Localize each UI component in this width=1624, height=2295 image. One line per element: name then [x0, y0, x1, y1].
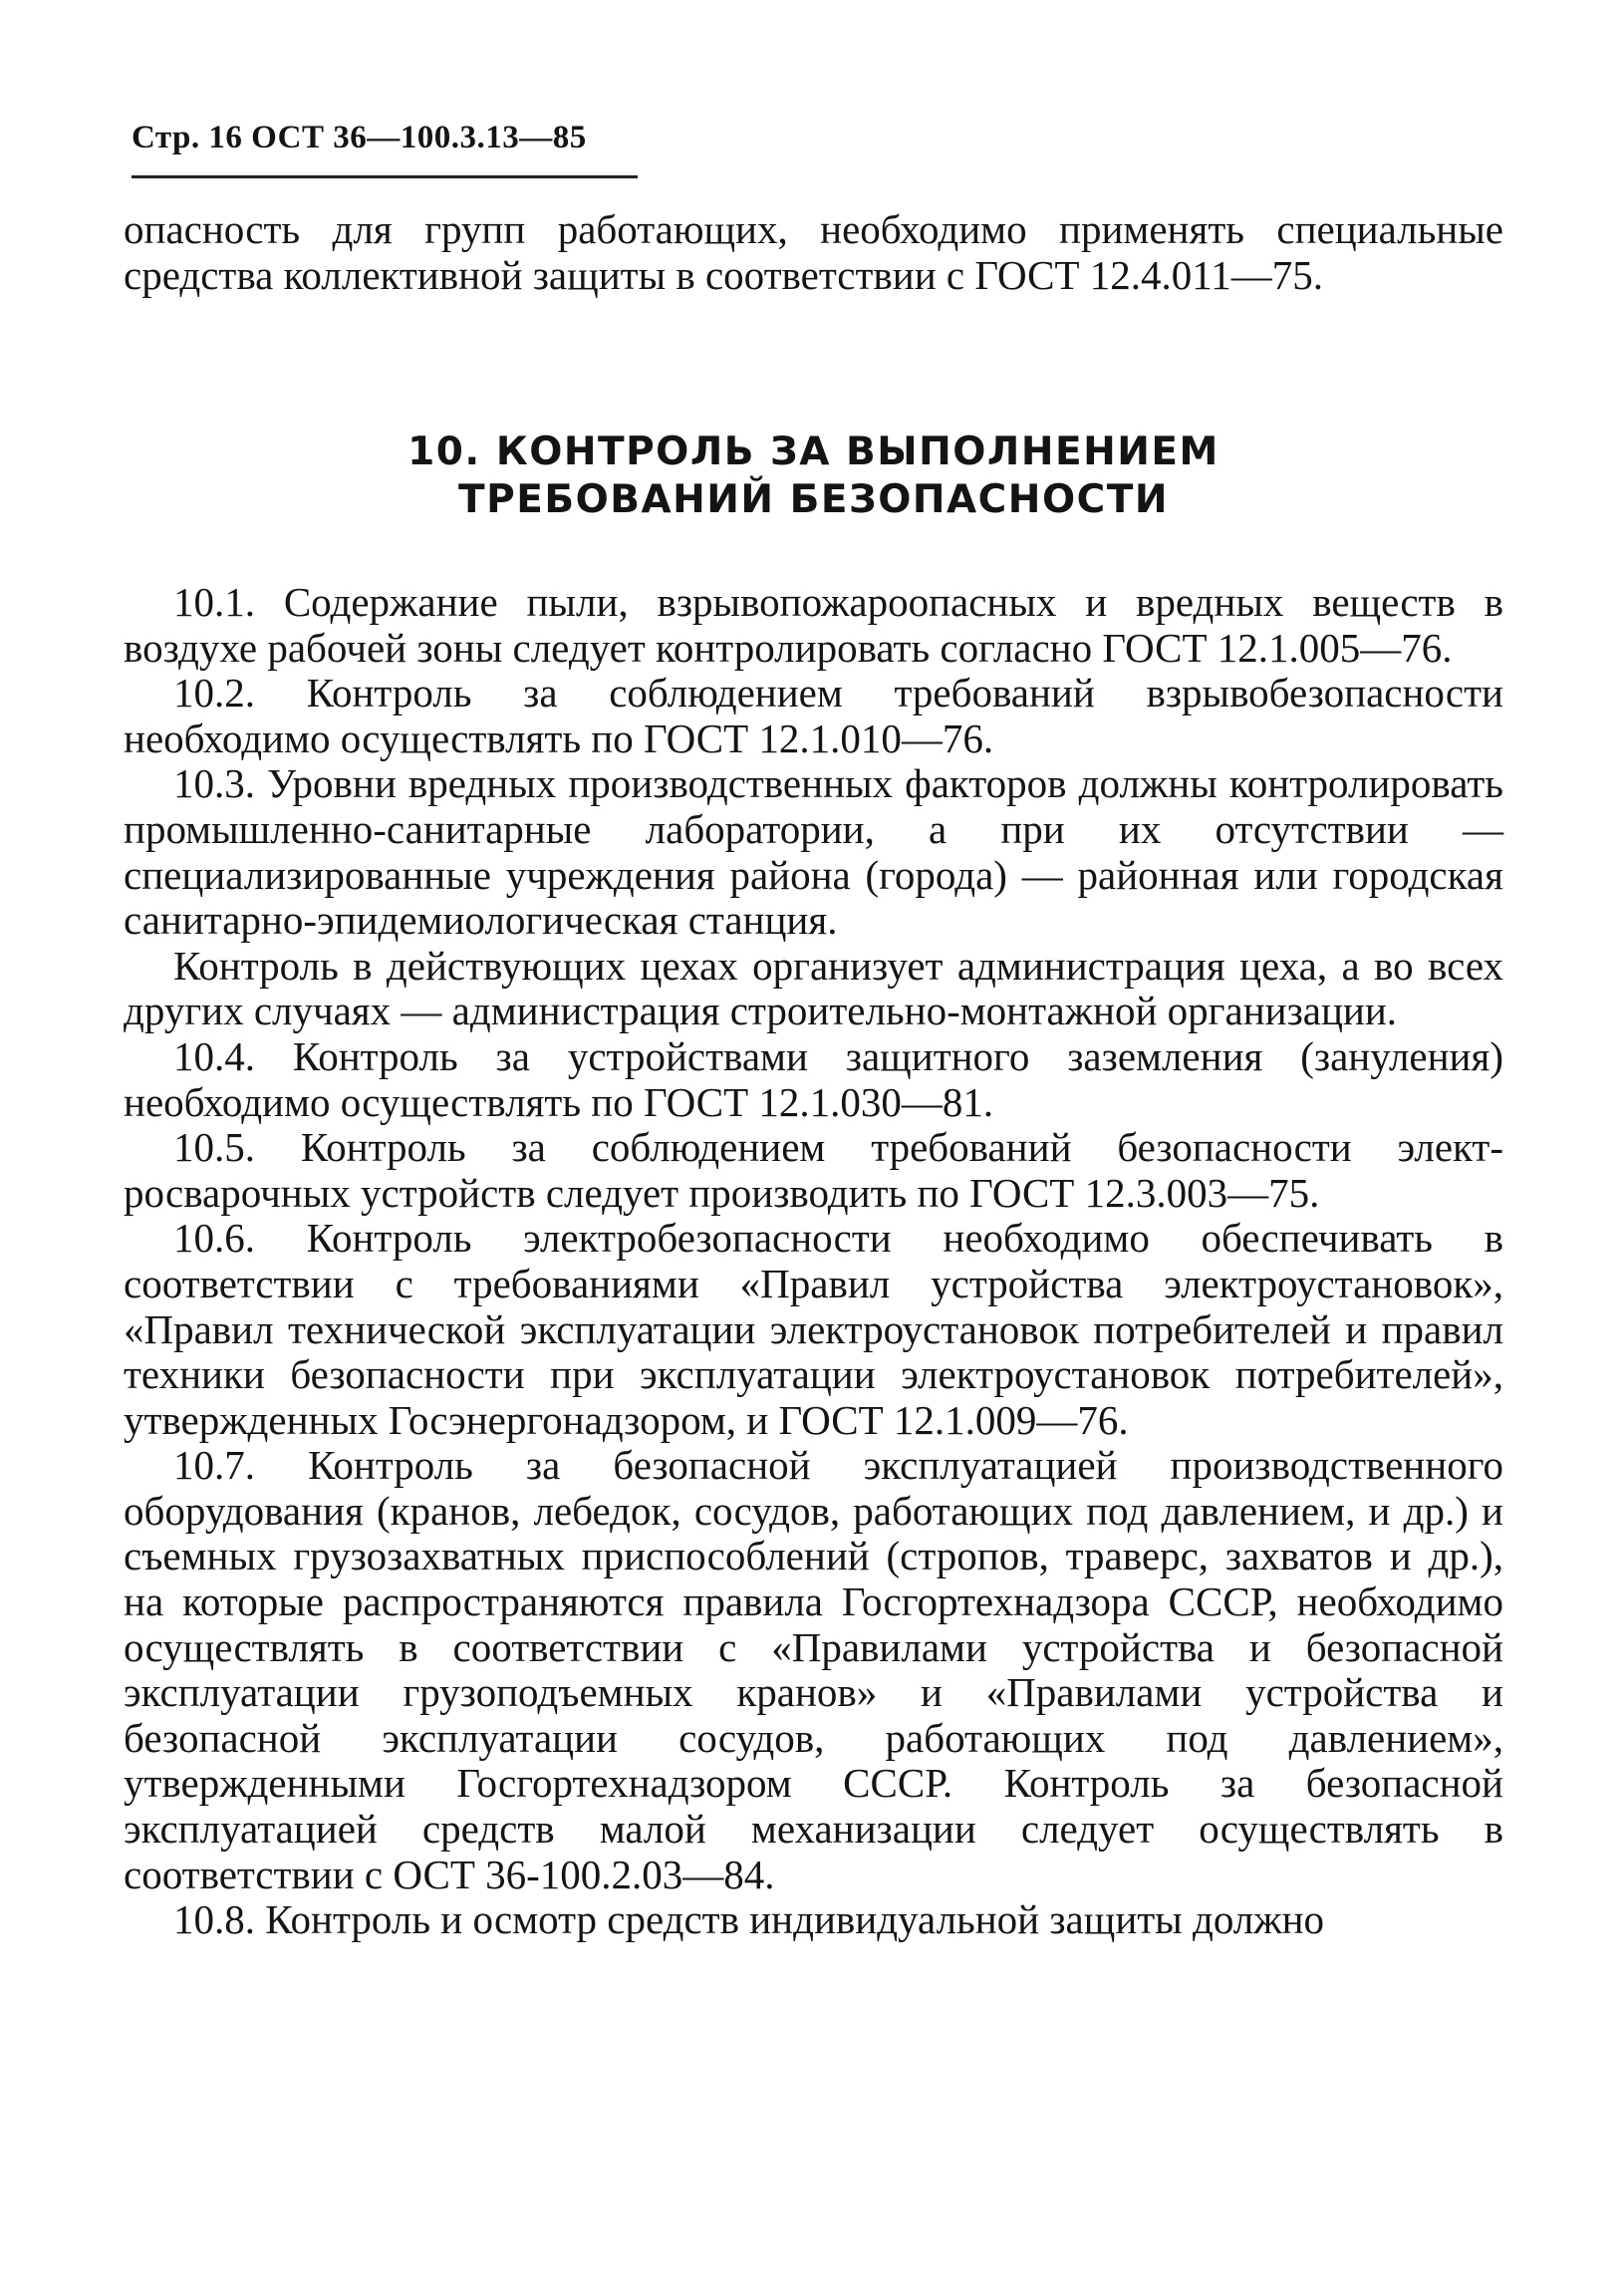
clauses-block: [124, 580, 1503, 1943]
clause-10-5: 10.5. Контроль за соблюдением требований безопасности электросварочных устройств следует производить по ГОСТ 12.3.003—75.: [124, 1124, 1503, 1216]
section-heading: [124, 429, 1503, 524]
clause-10-6: 10.6. Контроль электробезопасности необходимо обеспечивать в соответствии с требованиями «Правил устройства электроустановок», «Правил технической эксплуатации электроустановок потребителей и правил техники безопасности при эксплуатации электроустановок потребителей», утвержденных Госэнергонадзором, и ГОСТ 12.1.009—76.: [124, 1215, 1503, 1443]
clause-10-4: 10.4. Контроль за устройствами защитного заземления (зануления) необходимо осуществлять по ГОСТ 12.1.030—81.: [124, 1032, 1503, 1125]
section-title-line-2: ТРЕБОВАНИЙ БЕЗОПАСНОСТИ: [458, 477, 1169, 522]
clause-10-3-continued: Контроль в действующих цехах организует администрация цеха, а во всех других случаях — администрация строительно-монтажной организации.: [124, 942, 1503, 1034]
clause-10-1: 10.1. Содержание пыли, взрывопожароопасных и вредных веществ в воздухе рабочей зоны следует контролировать согласно ГОСТ 12.1.005—76.: [124, 579, 1503, 671]
section-title-line-1: 10. КОНТРОЛЬ ЗА ВЫПОЛНЕНИЕМ: [407, 430, 1219, 474]
header-divider: [132, 175, 638, 178]
clause-10-2: 10.2. Контроль за соблюдением требований взрывобезопасности необходимо осуществлять по ГОСТ 12.1.010—76.: [124, 670, 1503, 761]
clause-10-7: 10.7. Контроль за безопасной эксплуатацией производственного оборудования (кранов, лебедок, сосудов, работающих под давлением, и др.) и съемных грузозахватных приспособлений (стропов, траверс, захватов и др.), на которые распространяются правила Госгортехнадзора СССР, необходимо осуществлять в соответствии с «Правилами устройства и безопасной эксплуатации грузоподъемных кранов» и «Правилами устройства и безопасной эксплуатации сосудов, работающих под давлением», утвержденными Госгортехнадзором СССР. Контроль за безопасной эксплуатацией средств малой механизации следует осуществлять в соответствии с ОСТ 36-100.2.03—84.: [124, 1442, 1503, 1897]
clause-10-8: 10.8. Контроль и осмотр средств индивидуальной защиты должно: [173, 1896, 1325, 1943]
page-header: Стр. 16 ОСТ 36—100.3.13—85: [132, 120, 587, 155]
intro-paragraph: опасность для групп работающих, необходимо применять специальные средства коллективной защиты в соответствии с ГОСТ 12.4.011—75.: [124, 206, 1503, 298]
clause-10-3: 10.3. Уровни вредных производственных факторов должны контролировать промышленно-санитарные лаборатории, а при их отсутствии — специализированные учреждения района (города) — районная или городская санитарно-эпидемиологическая станция.: [124, 760, 1503, 944]
